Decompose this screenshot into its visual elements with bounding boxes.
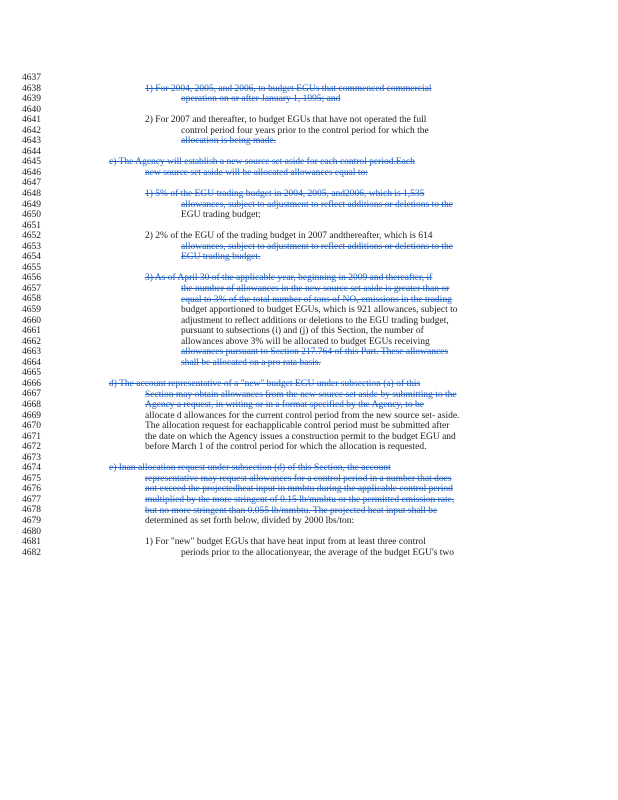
text-line: adjustment to reflect additions or deletions to the EGU trading budget, [181, 315, 449, 326]
line-number: 4656 [22, 273, 41, 284]
text-line: allocate d allowances for the current control period from the new source set- aside. [145, 410, 460, 421]
text-line: 1) For "new" budget EGUs that have heat input from at least three control [145, 537, 426, 548]
text-line: allowances, subject to adjustment to reflect additions or deletions to the [181, 199, 453, 210]
line-number: 4661 [22, 326, 41, 337]
line-number: 4645 [22, 157, 41, 168]
text-line: the number of allowances in the new source set aside is greater than or [181, 284, 450, 294]
text-line: pursuant to subsections (i) and (j) of this Section, the number of [181, 326, 424, 337]
line-number: 4639 [22, 94, 41, 105]
line-number: 4671 [22, 431, 41, 442]
line-number: 4652 [22, 231, 41, 242]
text-line: budget apportioned to budget EGUs, which is 921 allowances, subject to [181, 305, 458, 316]
line-number: 4638 [22, 83, 41, 94]
text-line: allowances above 3% will be allocated to budget EGUs receiving [181, 336, 430, 347]
line-number: 4682 [22, 547, 41, 558]
line-number: 4651 [22, 220, 41, 231]
line-number: 4670 [22, 421, 41, 432]
line-number: 4659 [22, 305, 41, 316]
text-line: but no more stringent than 0.055 lb/mmbtu. The projected heat input shall be [145, 505, 438, 516]
line-number: 4674 [22, 463, 41, 474]
line-number: 4637 [22, 73, 41, 83]
line-number: 4678 [22, 505, 41, 516]
line-number: 4642 [22, 125, 41, 136]
text-line: allocation is being made. [181, 136, 276, 147]
line-number: 4666 [22, 378, 41, 389]
line-number: 4649 [22, 199, 41, 210]
line-number: 4644 [22, 146, 41, 157]
text-line: control period four years prior to the control period for which the [181, 125, 429, 136]
line-number: 4676 [22, 484, 41, 495]
line-number: 4668 [22, 399, 41, 410]
text-line: the date on which the Agency issues a construction permit to the budget EGU and [145, 431, 456, 442]
line-number: 4643 [22, 136, 41, 147]
text-line: Section may obtain allowances from the new source set aside by submitting to the [145, 389, 457, 400]
line-number: 4662 [22, 336, 41, 347]
text-line: allowances pursuant to Section 217.764 of this Part. These allowances [181, 347, 449, 358]
line-number: 4675 [22, 473, 41, 484]
line-number: 4641 [22, 115, 41, 126]
text-line: allowances, subject to adjustment to reflect additions or deletions to the [181, 241, 453, 252]
text-line: not exceed the projectedheat input in mmbtu during the applicable control period [145, 484, 453, 495]
text-line: The allocation request for eachapplicable control period must be submitted after [145, 421, 450, 432]
text-line: new source set aside will be allocated allowances equal to: [145, 167, 368, 178]
text-line: operation on or after January 1, 1995; and [181, 94, 341, 105]
text-line: d) The account representative of a "new" budget EGU under subsection (a) of this [109, 378, 421, 389]
text-line: e) Inan allocation request under subsection (d) of this Section, the account [109, 463, 391, 474]
line-number: 4658 [22, 294, 41, 305]
line-number: 4669 [22, 410, 41, 421]
text-line: Agency a request, in writing or in a format specified by the Agency, to be [145, 400, 425, 411]
text-line: before March 1 of the control period for which the allocation is requested. [145, 442, 427, 453]
text-line: representative may request allowances for a control period in a number that does [145, 473, 452, 484]
line-number: 4664 [22, 357, 41, 368]
line-number: 4654 [22, 252, 41, 263]
line-number: 4672 [22, 442, 41, 453]
text-line: shall be allocated on a pro rata basis. [181, 357, 321, 368]
text-line: EGU trading budget. [181, 252, 261, 263]
text-line: 1) 5% of the EGU trading budget in 2004, 2005, and2006, which is 1,535 [145, 189, 425, 200]
text-line: determined as set forth below, divided by 2000 lbs/ton: [145, 516, 355, 527]
line-number: 4648 [22, 189, 41, 200]
text-line: c) The Agency will establish a new source set aside for each control period.Each [109, 157, 415, 168]
line-number: 4679 [22, 515, 41, 526]
text-line: periods prior to the allocationyear, the average of the budget EGU's two [181, 547, 455, 558]
line-number: 4650 [22, 210, 41, 221]
line-number: 4660 [22, 315, 41, 326]
line-number: 4665 [22, 368, 41, 379]
text-line: 2) 2% of the EGU of the trading budget in 2007 andthereafter, which is 614 [145, 231, 433, 242]
line-number: 4646 [22, 167, 41, 178]
line-number: 4673 [22, 452, 41, 463]
line-number: 4667 [22, 389, 41, 400]
text-line: 2) For 2007 and thereafter, to budget EGUs that have not operated the full [145, 115, 427, 126]
line-number: 4653 [22, 241, 41, 252]
line-number: 4680 [22, 526, 41, 537]
line-number-column [22, 73, 68, 558]
line-number: 4657 [22, 283, 41, 294]
line-number: 4663 [22, 347, 41, 358]
text-line: multiplied by the more stringent of 0.15 lb/mmbtu or the permitted emission rate, [145, 495, 455, 505]
line-number: 4655 [22, 262, 41, 273]
text-line: equal to 3% of the total number of tons of NOₓ emissions in the trading [181, 294, 452, 305]
line-number: 4647 [22, 178, 41, 189]
line-number: 4640 [22, 104, 41, 115]
text-line: EGU trading budget; [181, 210, 261, 221]
text-line: 3) As of April 30 of the applicable year, beginning in 2009 and thereafter, if [145, 273, 433, 284]
line-number: 4681 [22, 537, 41, 548]
text-line: 1) For 2004, 2005, and 2006, to budget EGUs that commenced commercial [145, 83, 432, 94]
line-number: 4677 [22, 494, 41, 505]
